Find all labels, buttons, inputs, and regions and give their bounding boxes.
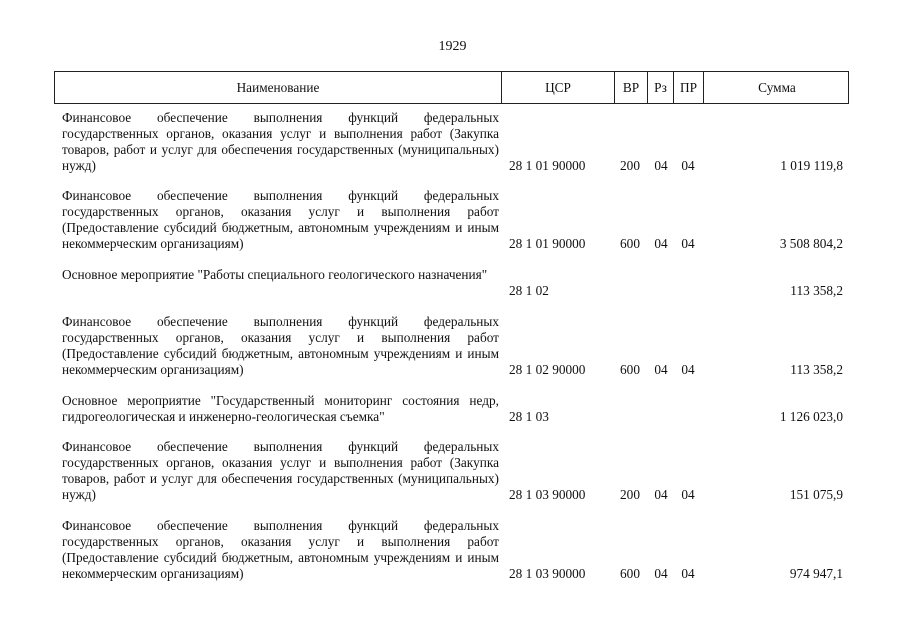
header-sum: Сумма	[758, 79, 796, 95]
row-rz: 04	[654, 566, 668, 581]
row-vr: 200	[620, 158, 640, 173]
header-vr: ВР	[615, 72, 648, 103]
row-name: Основное мероприятие "Государственный мониторинг состояния недр, гидрогеологическая и инженерно-геологическая съемка"	[62, 393, 499, 424]
header-csr: ЦСР	[502, 72, 615, 103]
table-row	[0, 393, 905, 425]
row-name: Финансовое обеспечение выполнения функций федеральных государственных органов, оказания услуг и выполнения работ (Предоставление субсидий бюджетным, автономным учреждениям и иным некоммерческим организациям)	[62, 314, 499, 377]
table-row	[0, 267, 905, 299]
table-row	[0, 188, 905, 252]
row-sum: 113 358,2	[790, 283, 843, 298]
row-vr: 200	[620, 487, 640, 502]
row-sum: 113 358,2	[790, 362, 843, 377]
row-sum: 151 075,9	[789, 487, 843, 502]
table-row	[0, 518, 905, 582]
row-csr: 28 1 03	[509, 409, 549, 424]
header-name: Наименование	[55, 72, 502, 103]
row-pr: 04	[681, 362, 695, 377]
row-name: Финансовое обеспечение выполнения функций федеральных государственных органов, оказания услуг и выполнения работ (Закупка товаров, работ и услуг для обеспечения государственных (муниципальных) нужд)	[62, 439, 499, 502]
row-rz: 04	[654, 362, 668, 377]
row-sum: 1 126 023,0	[779, 409, 843, 424]
row-csr: 28 1 02	[509, 283, 549, 298]
row-pr: 04	[681, 487, 695, 502]
row-name: Основное мероприятие "Работы специального геологического назначения"	[62, 267, 488, 282]
row-csr: 28 1 01 90000	[509, 236, 586, 251]
row-pr: 04	[681, 236, 695, 251]
row-pr: 04	[681, 566, 695, 581]
header-rz: Рз	[648, 72, 674, 103]
row-name: Финансовое обеспечение выполнения функций федеральных государственных органов, оказания услуг и выполнения работ (Предоставление субсидий бюджетным, автономным учреждениям и иным некоммерческим организациям)	[62, 188, 499, 251]
table-row	[0, 314, 905, 378]
row-name: Финансовое обеспечение выполнения функций федеральных государственных органов, оказания услуг и выполнения работ (Предоставление субсидий бюджетным, автономным учреждениям и иным некоммерческим организациям)	[62, 518, 499, 581]
table-row	[0, 439, 905, 503]
row-vr: 600	[620, 236, 640, 251]
row-rz: 04	[654, 236, 668, 251]
row-pr: 04	[681, 158, 695, 173]
row-rz: 04	[654, 158, 668, 173]
row-sum: 974 947,1	[789, 566, 843, 581]
row-csr: 28 1 01 90000	[509, 158, 586, 173]
row-sum: 3 508 804,2	[779, 236, 843, 251]
row-csr: 28 1 03 90000	[509, 566, 586, 581]
row-vr: 600	[620, 362, 640, 377]
row-sum: 1 019 119,8	[780, 158, 843, 173]
row-vr: 600	[620, 566, 640, 581]
row-csr: 28 1 02 90000	[509, 362, 586, 377]
table-row	[0, 110, 905, 174]
row-name: Финансовое обеспечение выполнения функций федеральных государственных органов, оказания услуг и выполнения работ (Закупка товаров, работ и услуг для обеспечения государственных (муниципальных) нужд)	[62, 110, 499, 173]
page-number: 1929	[438, 39, 467, 54]
header-pr: ПР	[674, 72, 704, 103]
row-rz: 04	[654, 487, 668, 502]
row-csr: 28 1 03 90000	[509, 487, 586, 502]
table-header	[54, 71, 849, 104]
